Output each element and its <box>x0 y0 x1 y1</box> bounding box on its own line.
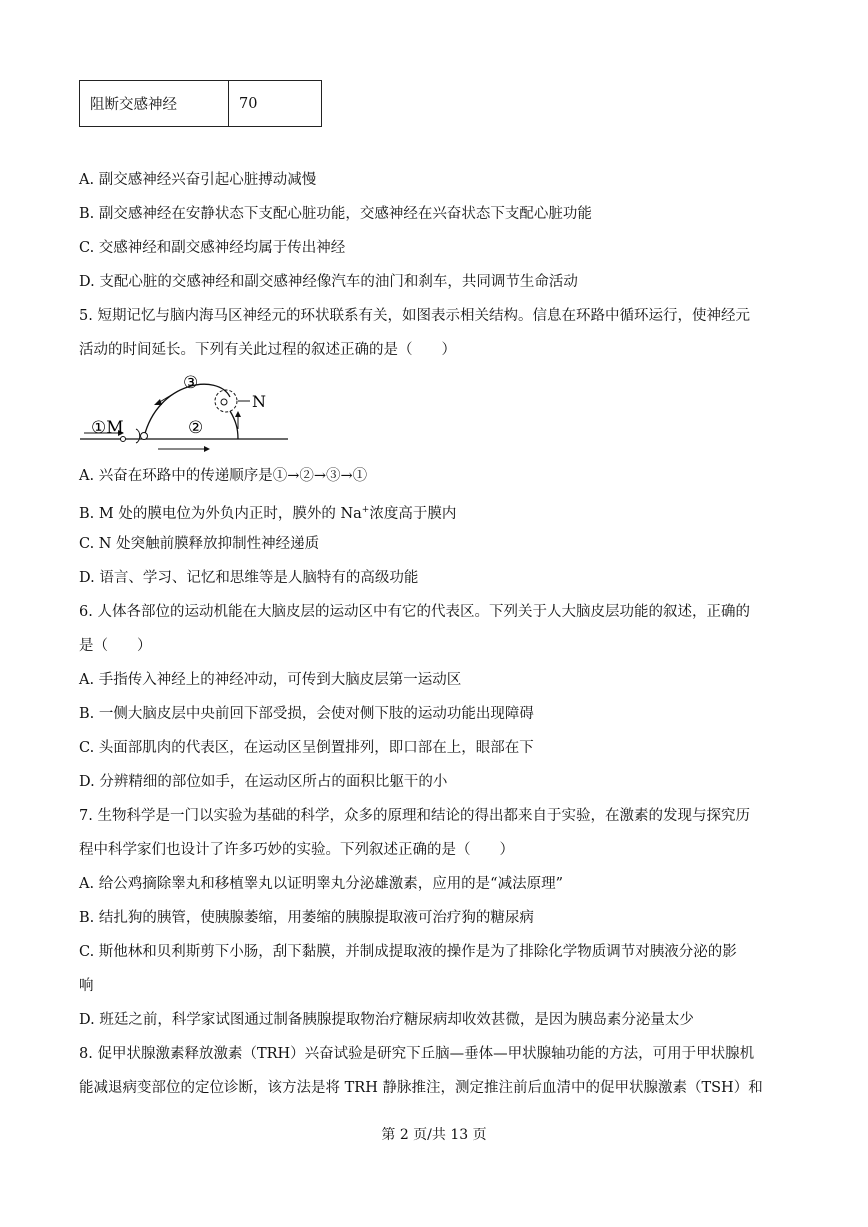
q7-stem-line2: 程中科学家们也设计了许多巧妙的实验。下列叙述正确的是（ ） <box>79 842 514 858</box>
q6-option-c: C. 头面部肌肉的代表区，在运动区呈倒置排列，即口部在上，眼部在下 <box>79 740 534 756</box>
arrow-bottom-head <box>204 446 210 452</box>
q7-option-c-line1: C. 斯他林和贝利斯剪下小肠，刮下黏膜，并制成提取液的操作是为了排除化学物质调节对胰液分泌的影 <box>79 944 737 960</box>
q7-stem-line1: 7. 生物科学是一门以实验为基础的科学，众多的原理和结论的得出都来自于实验，在激素的发现与探究历 <box>79 808 750 824</box>
table-row <box>80 81 322 127</box>
label-2: ② <box>188 418 204 438</box>
q5-option-c: C. N 处突触前膜释放抑制性神经递质 <box>79 536 320 552</box>
q7-option-b: B. 结扎狗的胰管，使胰腺萎缩，用萎缩的胰腺提取液可治疗狗的糖尿病 <box>79 910 534 926</box>
q4-option-a: A. 副交感神经兴奋引起心脏搏动减慢 <box>79 172 317 188</box>
q5-stem-line1: 5. 短期记忆与脑内海马区神经元的环状联系有关，如图表示相关结构。信息在环路中循环运行，使神经元 <box>79 308 750 324</box>
synapse-m-cleft <box>136 429 140 443</box>
q6-stem-line2: 是（ ） <box>79 638 152 654</box>
arrow-arc-head <box>154 399 162 405</box>
q7-option-d: D. 班廷之前，科学家试图通过制备胰腺提取物治疗糖尿病却收效甚微，是因为胰岛素分泌量太少 <box>79 1012 694 1028</box>
data-table-fragment <box>79 80 322 127</box>
arrow-up-head <box>235 411 241 417</box>
q6-option-b: B. 一侧大脑皮层中央前回下部受损，会使对侧下肢的运动功能出现障碍 <box>79 706 534 722</box>
q4-option-c: C. 交感神经和副交感神经均属于传出神经 <box>79 240 346 256</box>
label-n: N <box>252 392 266 411</box>
q6-stem-line1: 6. 人体各部位的运动机能在大脑皮层的运动区中有它的代表区。下列关于人大脑皮层功能的叙述，正确的 <box>79 604 750 620</box>
q5-stem-line2: 活动的时间延长。下列有关此过程的叙述正确的是（ ） <box>79 342 456 358</box>
q8-stem-line1: 8. 促甲状腺激素释放激素（TRH）兴奋试验是研究下丘脑—垂体—甲状腺轴功能的方法，可用于甲状腺机 <box>79 1046 755 1062</box>
q5-option-b-post: 浓度高于膜内 <box>369 505 457 522</box>
sodium-charge: + <box>361 505 370 515</box>
q6-option-d: D. 分辨精细的部位如手，在运动区所占的面积比躯干的小 <box>79 774 448 790</box>
arrow-arc <box>158 391 178 403</box>
q5-option-b <box>79 500 456 524</box>
q6-option-a: A. 手指传入神经上的神经冲动，可传到大脑皮层第一运动区 <box>79 672 462 688</box>
q7-option-a: A. 给公鸡摘除睾丸和移植睾丸以证明睾丸分泌雄激素，应用的是“减法原理” <box>79 876 564 892</box>
label-1m: ①M <box>91 418 124 438</box>
q5-option-b-pre: B. M 处的膜电位为外负内正时，膜外的 Na <box>79 505 362 522</box>
label-3: ③ <box>183 373 199 393</box>
table-cell-label: 阻断交感神经 <box>80 81 229 127</box>
synapse-n <box>221 399 227 405</box>
q4-option-d: D. 支配心脏的交感神经和副交感神经像汽车的油门和刹车，共同调节生命活动 <box>79 274 578 290</box>
q5-option-d: D. 语言、学习、记忆和思维等是人脑特有的高级功能 <box>79 570 419 586</box>
neuron-loop-figure <box>78 367 298 457</box>
q8-stem-line2: 能减退病变部位的定位诊断，该方法是将 TRH 静脉推注，测定推注前后血清中的促甲状腺激素（TSH）和 <box>79 1080 763 1096</box>
table-cell-value: 70 <box>229 81 322 127</box>
q4-option-b: B. 副交感神经在安静状态下支配心脏功能，交感神经在兴奋状态下支配心脏功能 <box>79 206 592 222</box>
synapse-m <box>141 433 148 440</box>
page-footer: 第 2 页/共 13 页 <box>381 1127 487 1143</box>
q5-option-a: A. 兴奋在环路中的传递顺序是①→②→③→① <box>79 468 368 484</box>
q7-option-c-line2: 响 <box>79 978 94 994</box>
